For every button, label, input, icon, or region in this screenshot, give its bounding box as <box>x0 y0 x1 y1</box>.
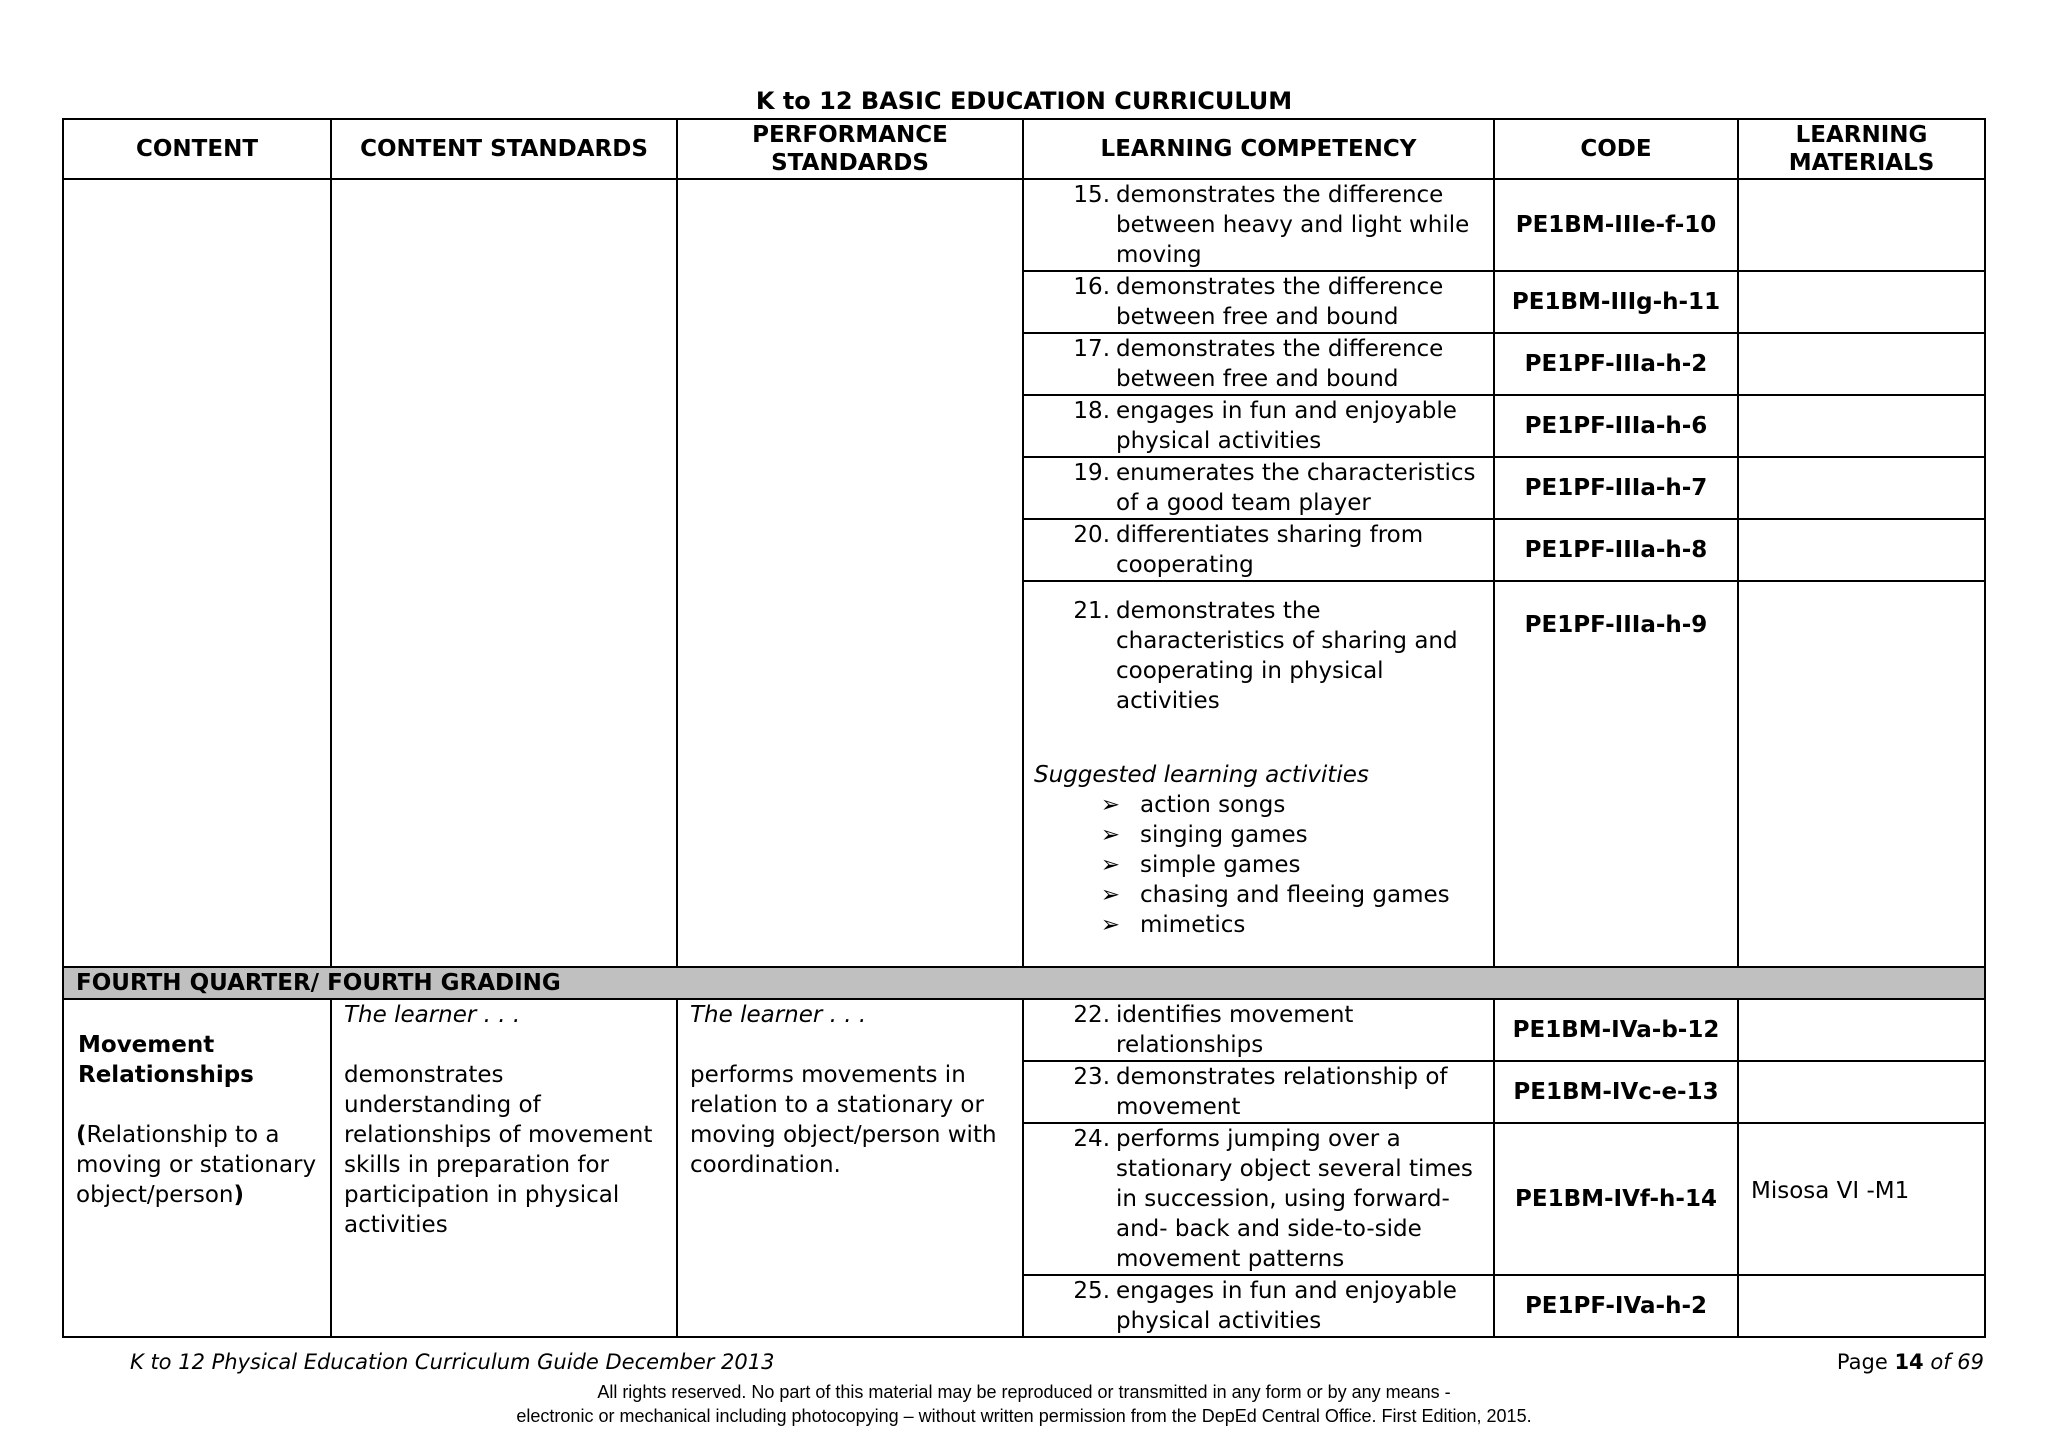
header-content-standards: CONTENT STANDARDS <box>331 119 677 179</box>
content-cell <box>63 999 331 1337</box>
competency-text: demonstrates the difference between heavy and light while moving <box>1116 182 1470 268</box>
item-number: 24. <box>1073 1126 1110 1152</box>
code-cell: PE1PF-IIIa-h-7 <box>1494 457 1738 519</box>
materials-cell <box>1738 1061 1985 1123</box>
content-detail: (Relationship to a moving or stationary object/person) <box>76 1122 317 1208</box>
item-number: 16. <box>1073 274 1110 300</box>
competency-cell <box>1023 457 1494 519</box>
item-number: 25. <box>1073 1278 1110 1304</box>
competency-text: performs jumping over a stationary object several times in succession, using forward-and- back and side-to-side movement patterns <box>1116 1126 1473 1272</box>
competency-text: differentiates sharing from cooperating <box>1116 522 1424 578</box>
performance-standards-cell-empty <box>677 179 1023 967</box>
materials-cell: Misosa VI -M1 <box>1738 1123 1985 1275</box>
competency-text: demonstrates the difference between free and bound <box>1116 274 1444 330</box>
competency-text: engages in fun and enjoyable physical activities <box>1116 1278 1457 1334</box>
competency-cell <box>1023 519 1494 581</box>
table-row <box>63 999 1985 1061</box>
competency-cell <box>1023 1061 1494 1123</box>
materials-cell <box>1738 179 1985 271</box>
arrow-bullet-icon: ➢ <box>1100 822 1120 848</box>
code-cell: PE1PF-IIIa-h-9 <box>1494 581 1738 967</box>
materials-cell <box>1738 1275 1985 1337</box>
header-content: CONTENT <box>63 119 331 179</box>
materials-cell <box>1738 271 1985 333</box>
item-number: 22. <box>1073 1002 1110 1028</box>
code-cell: PE1BM-IVa-b-12 <box>1494 999 1738 1061</box>
code-cell: PE1PF-IIIa-h-8 <box>1494 519 1738 581</box>
code-cell: PE1BM-IIIg-h-11 <box>1494 271 1738 333</box>
page-number: 14 <box>1894 1350 1924 1374</box>
content-cell-empty <box>63 179 331 967</box>
content-standards-cell <box>331 999 677 1337</box>
list-item: ➢ chasing and fleeing games <box>1034 880 1485 910</box>
footer-rights-line: electronic or mechanical including photocopying – without written permission from the DepEd Central Office. First Edition, 2015. <box>516 1406 1532 1426</box>
document-title: K to 12 BASIC EDUCATION CURRICULUM <box>755 87 1293 115</box>
competency-cell <box>1023 581 1494 967</box>
arrow-bullet-icon: ➢ <box>1100 792 1120 818</box>
competency-text: enumerates the characteristics of a good team player <box>1116 460 1476 516</box>
header-row <box>63 119 1985 179</box>
item-number: 17. <box>1073 336 1110 362</box>
list-item: ➢ mimetics <box>1034 910 1485 940</box>
learner-lead: The learner . . . <box>344 1002 521 1028</box>
materials-cell <box>1738 457 1985 519</box>
header-learning-materials: LEARNING MATERIALS <box>1738 119 1985 179</box>
quarter-row <box>63 967 1985 999</box>
header-performance-standards: PERFORMANCE STANDARDS <box>677 119 1023 179</box>
performance-standards-text: performs movements in relation to a stationary or moving object/person with coordination. <box>690 1062 997 1178</box>
list-item: ➢ action songs <box>1034 790 1485 820</box>
materials-cell <box>1738 333 1985 395</box>
content-standards-cell-empty <box>331 179 677 967</box>
table-row <box>63 179 1985 271</box>
item-number: 18. <box>1073 398 1110 424</box>
arrow-bullet-icon: ➢ <box>1100 852 1120 878</box>
materials-cell <box>1738 581 1985 967</box>
competency-text: demonstrates relationship of movement <box>1116 1064 1448 1120</box>
competency-cell <box>1023 333 1494 395</box>
performance-standards-cell <box>677 999 1023 1337</box>
competency-text: demonstrates the difference between free and bound <box>1116 336 1444 392</box>
learner-lead: The learner . . . <box>690 1002 867 1028</box>
competency-text: demonstrates the characteristics of sharing and cooperating in physical activities <box>1116 598 1458 714</box>
list-item: ➢ simple games <box>1034 850 1485 880</box>
item-number: 21. <box>1073 598 1110 624</box>
item-number: 19. <box>1073 460 1110 486</box>
header-code: CODE <box>1494 119 1738 179</box>
materials-cell <box>1738 519 1985 581</box>
quarter-heading: FOURTH QUARTER/ FOURTH GRADING <box>63 967 1985 999</box>
suggested-activities-heading: Suggested learning activities <box>1034 762 1369 788</box>
arrow-bullet-icon: ➢ <box>1100 912 1120 938</box>
code-cell: PE1BM-IVf-h-14 <box>1494 1123 1738 1275</box>
suggested-activities-list <box>1034 790 1485 940</box>
curriculum-table <box>62 118 1986 1338</box>
item-number: 23. <box>1073 1064 1110 1090</box>
code-cell: PE1PF-IVa-h-2 <box>1494 1275 1738 1337</box>
code-cell: PE1BM-IVc-e-13 <box>1494 1061 1738 1123</box>
code-cell: PE1BM-IIIe-f-10 <box>1494 179 1738 271</box>
item-number: 15. <box>1073 182 1110 208</box>
footer-page-number: Page 14 of 69 <box>1836 1350 1984 1374</box>
materials-cell <box>1738 395 1985 457</box>
item-number: 20. <box>1073 522 1110 548</box>
materials-cell <box>1738 999 1985 1061</box>
list-item: ➢ singing games <box>1034 820 1485 850</box>
content-title: Movement Relationships <box>78 1032 254 1088</box>
competency-cell <box>1023 395 1494 457</box>
competency-text: identifies movement relationships <box>1116 1002 1354 1058</box>
code-cell: PE1PF-IIIa-h-2 <box>1494 333 1738 395</box>
footer-rights-line: All rights reserved. No part of this material may be reproduced or transmitted in any form or by any means - <box>597 1382 1451 1402</box>
code-cell: PE1PF-IIIa-h-6 <box>1494 395 1738 457</box>
competency-cell <box>1023 1275 1494 1337</box>
arrow-bullet-icon: ➢ <box>1100 882 1120 908</box>
content-standards-text: demonstrates understanding of relationships of movement skills in preparation for participation in physical activities <box>344 1062 653 1238</box>
competency-cell <box>1023 271 1494 333</box>
competency-text: engages in fun and enjoyable physical activities <box>1116 398 1457 454</box>
header-learning-competency: LEARNING COMPETENCY <box>1023 119 1494 179</box>
competency-cell <box>1023 999 1494 1061</box>
footer-guide-title: K to 12 Physical Education Curriculum Guide December 2013 <box>130 1350 775 1374</box>
competency-cell <box>1023 179 1494 271</box>
competency-cell <box>1023 1123 1494 1275</box>
